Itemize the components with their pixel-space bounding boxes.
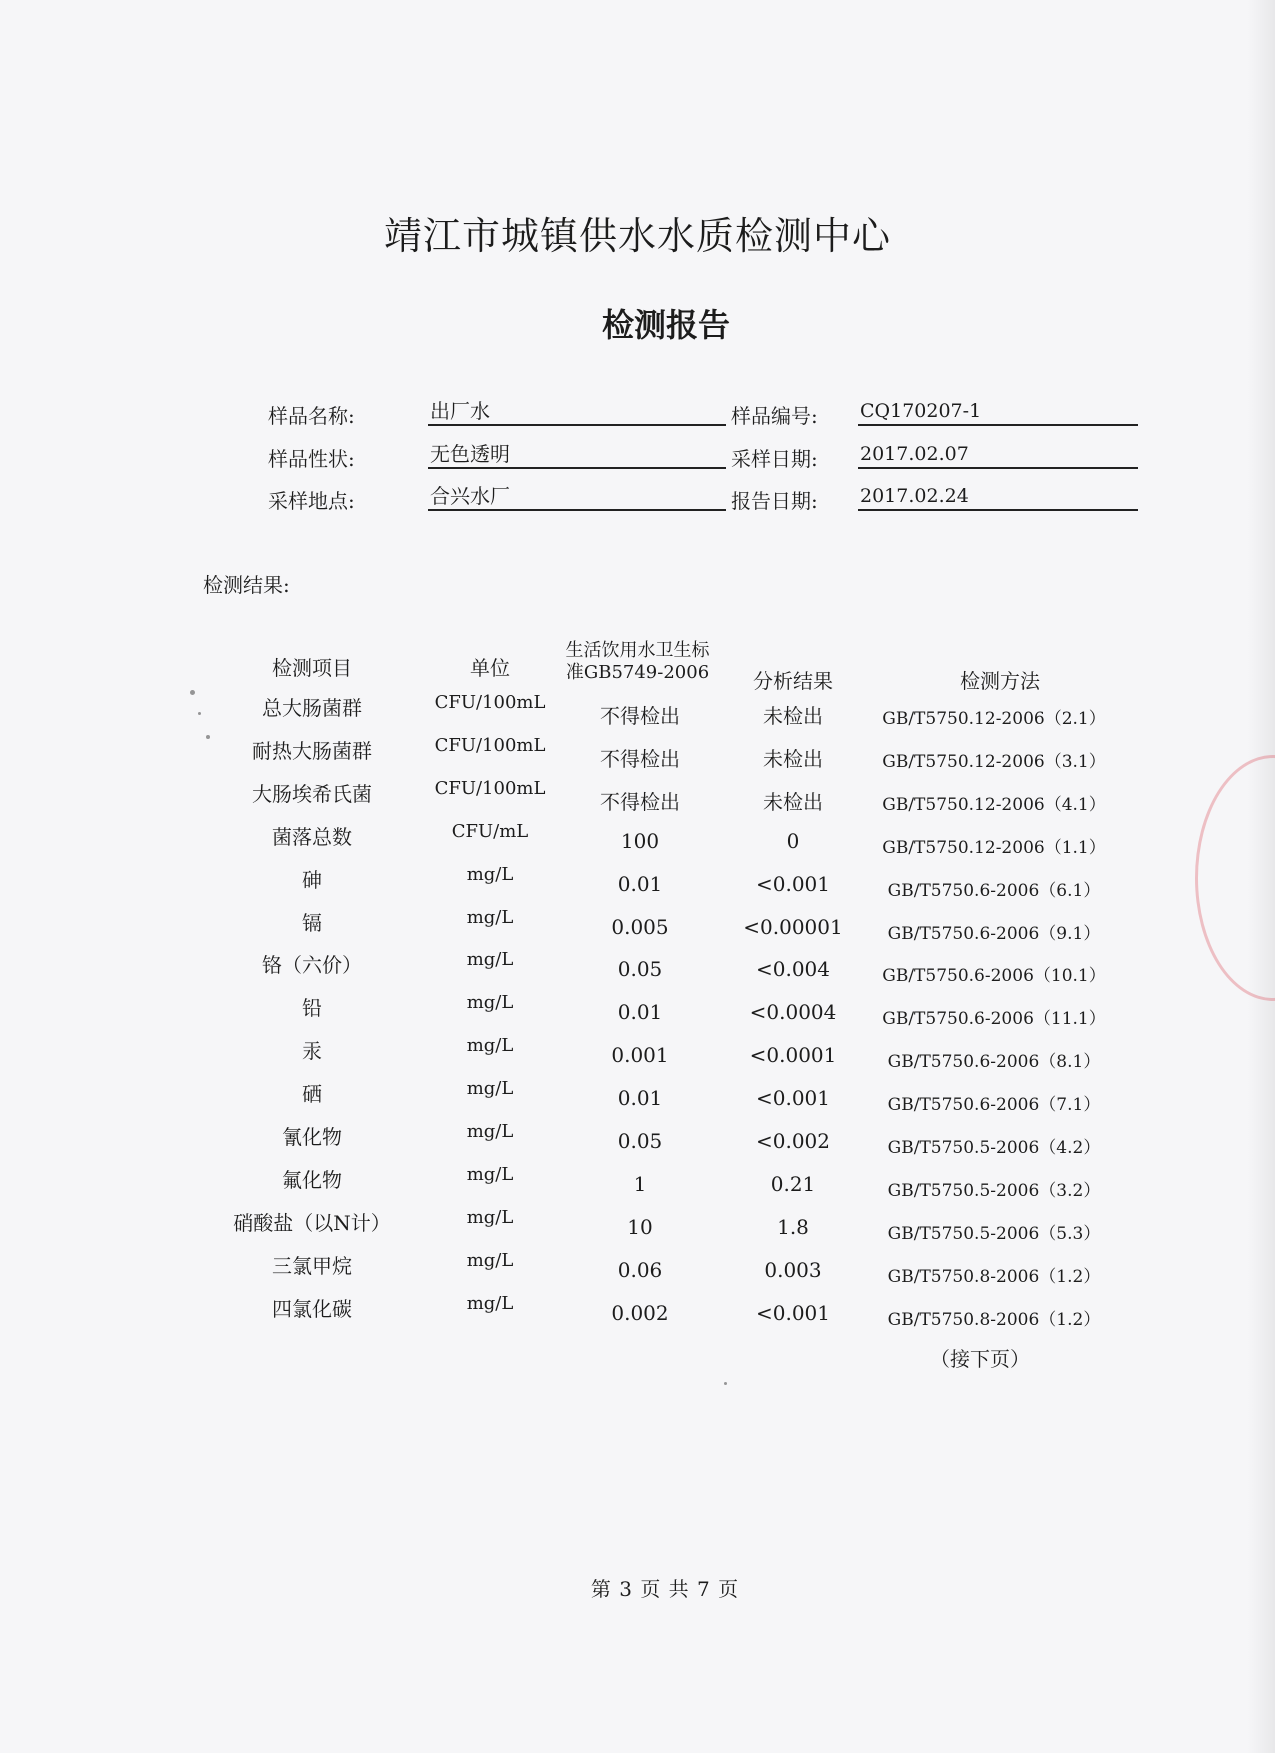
cell-item: 铅 bbox=[302, 996, 322, 1021]
sample-property-label: 样品性状: bbox=[268, 447, 355, 471]
sample-name-label: 样品名称: bbox=[268, 404, 355, 428]
cell-unit: mg/L bbox=[466, 1035, 514, 1057]
column-header-result: 分析结果 bbox=[753, 669, 833, 693]
cell-method: GB/T5750.5-2006（4.2） bbox=[887, 1138, 1101, 1158]
cell-result: 0.21 bbox=[770, 1171, 816, 1196]
cell-result: <0.00001 bbox=[743, 914, 843, 939]
cell-standard: 0.001 bbox=[611, 1043, 669, 1068]
cell-result: 未检出 bbox=[763, 704, 823, 728]
cell-standard: 10 bbox=[627, 1214, 653, 1239]
cell-method: GB/T5750.12-2006（3.1） bbox=[882, 751, 1106, 772]
table-row bbox=[0, 1035, 1275, 1083]
table-row bbox=[0, 1078, 1275, 1126]
cell-method: GB/T5750.6-2006（8.1） bbox=[887, 1052, 1101, 1073]
cell-standard: 不得检出 bbox=[600, 704, 680, 728]
cell-unit: mg/L bbox=[466, 949, 514, 971]
cell-standard: 0.01 bbox=[617, 871, 663, 896]
cell-item: 镉 bbox=[302, 910, 322, 935]
cell-unit: mg/L bbox=[466, 863, 514, 885]
cell-method: GB/T5750.8-2006（1.2） bbox=[887, 1309, 1101, 1330]
report-date-value: 2017.02.24 bbox=[858, 485, 1138, 511]
cell-unit: mg/L bbox=[466, 1121, 514, 1142]
sampling-site-label: 采样地点: bbox=[268, 489, 355, 513]
cell-result: 0 bbox=[786, 828, 800, 853]
cell-unit: mg/L bbox=[466, 1078, 514, 1100]
cell-unit: mg/L bbox=[466, 1249, 514, 1271]
column-header-standard-line1: 生活饮用水卫生标 bbox=[565, 640, 710, 661]
cell-item: 四氯化碳 bbox=[272, 1296, 352, 1321]
column-header-unit: 单位 bbox=[470, 656, 510, 680]
cell-unit: CFU/mL bbox=[451, 820, 529, 842]
cell-result: 1.8 bbox=[777, 1214, 809, 1239]
cell-result: 0.003 bbox=[764, 1257, 822, 1282]
sample-name-value: 出厂水 bbox=[428, 400, 726, 426]
scan-speck bbox=[190, 690, 195, 695]
cell-standard: 0.002 bbox=[611, 1300, 669, 1325]
cell-item: 氰化物 bbox=[282, 1125, 342, 1149]
cell-item: 砷 bbox=[302, 867, 322, 892]
cell-result: <0.001 bbox=[755, 1086, 830, 1111]
cell-item: 大肠埃希氏菌 bbox=[252, 781, 372, 806]
sampling-site-value: 合兴水厂 bbox=[428, 485, 726, 511]
cell-unit: CFU/100mL bbox=[434, 692, 546, 713]
sample-no-label: 样品编号: bbox=[731, 404, 818, 428]
cell-method: GB/T5750.12-2006（2.1） bbox=[882, 709, 1106, 729]
page-number: 第 3 页 共 7 页 bbox=[590, 1577, 740, 1601]
cell-method: GB/T5750.6-2006（6.1） bbox=[887, 880, 1101, 901]
table-row bbox=[0, 1121, 1275, 1169]
cell-unit: mg/L bbox=[466, 1292, 514, 1314]
cell-standard: 1 bbox=[633, 1171, 647, 1196]
cell-result: 未检出 bbox=[763, 789, 823, 814]
cell-item: 三氯甲烷 bbox=[272, 1253, 352, 1278]
cell-item: 菌落总数 bbox=[272, 824, 352, 849]
organization-title: 靖江市城镇供水水质检测中心 bbox=[383, 214, 891, 258]
table-row bbox=[0, 906, 1275, 955]
table-row bbox=[0, 863, 1275, 912]
sample-no-value: CQ170207-1 bbox=[858, 400, 1138, 426]
table-row bbox=[0, 777, 1275, 826]
cell-standard: 100 bbox=[620, 828, 660, 853]
cell-unit: CFU/100mL bbox=[434, 777, 546, 799]
cell-item: 汞 bbox=[302, 1039, 322, 1064]
column-header-method: 检测方法 bbox=[960, 669, 1040, 693]
cell-standard: 0.005 bbox=[611, 914, 669, 939]
cell-standard: 0.01 bbox=[617, 1000, 663, 1025]
cell-method: GB/T5750.8-2006（1.2） bbox=[887, 1266, 1101, 1287]
table-row bbox=[0, 820, 1275, 869]
cell-item: 硒 bbox=[302, 1082, 322, 1107]
cell-item: 氟化物 bbox=[282, 1167, 342, 1192]
report-date-label: 报告日期: bbox=[731, 489, 818, 513]
cell-method: GB/T5750.12-2006（4.1） bbox=[882, 794, 1106, 815]
table-row bbox=[0, 992, 1275, 1040]
scan-speck bbox=[206, 735, 210, 739]
table-row bbox=[0, 1163, 1275, 1212]
cell-result: <0.0004 bbox=[749, 1000, 837, 1025]
cell-method: GB/T5750.6-2006（9.1） bbox=[887, 923, 1101, 944]
cell-result: 未检出 bbox=[763, 746, 823, 771]
cell-standard: 不得检出 bbox=[600, 746, 680, 771]
cell-standard: 0.05 bbox=[617, 957, 663, 982]
table-row bbox=[0, 734, 1275, 783]
scan-speck bbox=[198, 712, 201, 715]
sampling-date-value: 2017.02.07 bbox=[858, 443, 1138, 469]
column-header-item: 检测项目 bbox=[272, 656, 352, 680]
cell-unit: mg/L bbox=[466, 906, 514, 928]
cell-result: <0.004 bbox=[755, 957, 830, 982]
results-heading: 检测结果: bbox=[203, 573, 290, 597]
table-row bbox=[0, 692, 1275, 740]
cell-standard: 不得检出 bbox=[600, 789, 680, 814]
sample-property-value: 无色透明 bbox=[428, 443, 726, 469]
cell-standard: 0.06 bbox=[617, 1257, 663, 1282]
cell-method: GB/T5750.5-2006（5.3） bbox=[887, 1223, 1101, 1244]
cell-method: GB/T5750.12-2006（1.1） bbox=[882, 837, 1106, 858]
cell-item: 铬（六价） bbox=[262, 953, 362, 978]
cell-unit: CFU/100mL bbox=[434, 734, 546, 756]
table-row bbox=[0, 1206, 1275, 1255]
continued-note: （接下页） bbox=[930, 1347, 1030, 1371]
cell-method: GB/T5750.5-2006（3.2） bbox=[887, 1180, 1101, 1201]
column-header-standard-line2: 准GB5749-2006 bbox=[565, 662, 710, 683]
table-row bbox=[0, 1292, 1275, 1341]
cell-method: GB/T5750.6-2006（7.1） bbox=[887, 1095, 1101, 1116]
report-title: 检测报告 bbox=[601, 306, 730, 344]
cell-method: GB/T5750.6-2006（11.1） bbox=[882, 1009, 1106, 1030]
scan-speck bbox=[724, 1382, 727, 1385]
cell-result: <0.002 bbox=[755, 1129, 830, 1153]
cell-result: <0.001 bbox=[755, 871, 830, 896]
cell-method: GB/T5750.6-2006（10.1） bbox=[882, 966, 1106, 987]
table-row bbox=[0, 949, 1275, 997]
cell-result: <0.0001 bbox=[749, 1043, 837, 1068]
cell-item: 耐热大肠菌群 bbox=[252, 738, 372, 763]
cell-item: 硝酸盐（以N计） bbox=[233, 1210, 391, 1235]
sampling-date-label: 采样日期: bbox=[731, 447, 818, 471]
cell-result: <0.001 bbox=[755, 1300, 830, 1325]
cell-item: 总大肠菌群 bbox=[262, 696, 362, 720]
cell-unit: mg/L bbox=[466, 1163, 514, 1185]
cell-standard: 0.05 bbox=[617, 1129, 663, 1153]
column-header-standard bbox=[545, 640, 730, 684]
table-row bbox=[0, 1249, 1275, 1298]
cell-unit: mg/L bbox=[466, 992, 514, 1014]
cell-unit: mg/L bbox=[466, 1206, 514, 1228]
cell-standard: 0.01 bbox=[617, 1086, 663, 1111]
